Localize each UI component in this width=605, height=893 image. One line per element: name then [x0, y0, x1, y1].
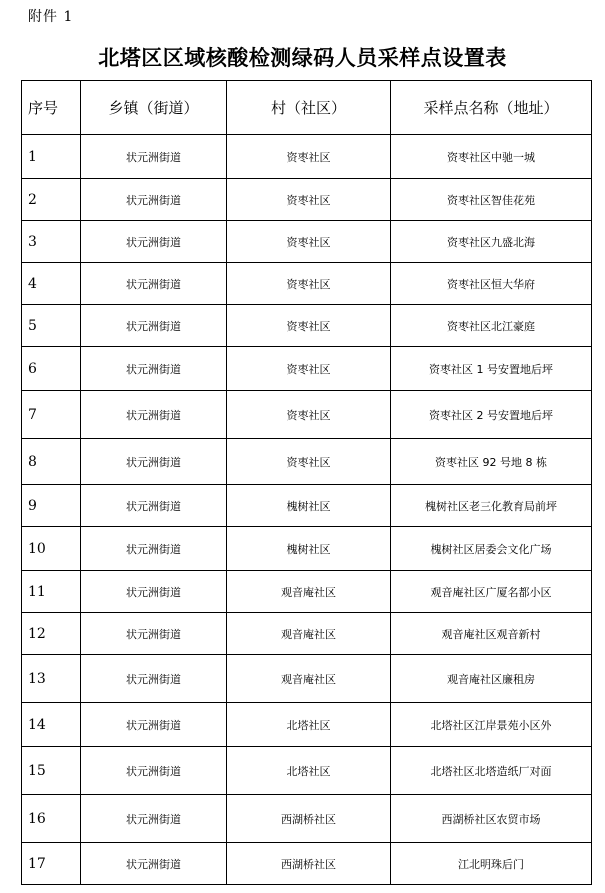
cell-town: 状元洲街道	[81, 179, 227, 221]
table-row	[22, 571, 592, 613]
cell-seq: 1	[22, 135, 81, 179]
cell-town: 状元洲街道	[81, 263, 227, 305]
cell-seq: 10	[22, 527, 81, 571]
cell-town: 状元洲街道	[81, 655, 227, 703]
cell-village: 资枣社区	[227, 263, 391, 305]
cell-site: 观音庵社区廉租房	[391, 655, 592, 703]
table-row	[22, 655, 592, 703]
cell-site: 资枣社区北江豪庭	[391, 305, 592, 347]
cell-village: 槐树社区	[227, 527, 391, 571]
cell-village: 资枣社区	[227, 221, 391, 263]
cell-town: 状元洲街道	[81, 795, 227, 843]
cell-village: 资枣社区	[227, 305, 391, 347]
header-town: 乡镇（街道）	[81, 81, 227, 135]
cell-seq: 12	[22, 613, 81, 655]
cell-site: 资枣社区 2 号安置地后坪	[391, 391, 592, 439]
cell-village: 西湖桥社区	[227, 795, 391, 843]
table-row	[22, 843, 592, 885]
cell-town: 状元洲街道	[81, 439, 227, 485]
table-row	[22, 613, 592, 655]
table-row	[22, 747, 592, 795]
cell-village: 资枣社区	[227, 439, 391, 485]
cell-seq: 11	[22, 571, 81, 613]
cell-town: 状元洲街道	[81, 347, 227, 391]
cell-seq: 5	[22, 305, 81, 347]
cell-seq: 8	[22, 439, 81, 485]
cell-site: 观音庵社区观音新村	[391, 613, 592, 655]
cell-site: 资枣社区恒大华府	[391, 263, 592, 305]
cell-town: 状元洲街道	[81, 221, 227, 263]
cell-village: 资枣社区	[227, 347, 391, 391]
cell-seq: 4	[22, 263, 81, 305]
cell-site: 北塔社区北塔造纸厂对面	[391, 747, 592, 795]
table-row	[22, 305, 592, 347]
cell-seq: 3	[22, 221, 81, 263]
cell-town: 状元洲街道	[81, 747, 227, 795]
cell-village: 北塔社区	[227, 703, 391, 747]
cell-village: 观音庵社区	[227, 613, 391, 655]
table-row	[22, 703, 592, 747]
cell-town: 状元洲街道	[81, 703, 227, 747]
cell-town: 状元洲街道	[81, 843, 227, 885]
cell-seq: 6	[22, 347, 81, 391]
cell-site: 资枣社区 92 号地 8 栋	[391, 439, 592, 485]
cell-town: 状元洲街道	[81, 485, 227, 527]
cell-village: 资枣社区	[227, 391, 391, 439]
table-header-row	[22, 81, 592, 135]
cell-seq: 2	[22, 179, 81, 221]
table-row	[22, 485, 592, 527]
cell-site: 资枣社区智佳花苑	[391, 179, 592, 221]
table-row	[22, 795, 592, 843]
cell-site: 槐树社区居委会文化广场	[391, 527, 592, 571]
header-village: 村（社区）	[227, 81, 391, 135]
cell-site: 观音庵社区广厦名都小区	[391, 571, 592, 613]
cell-town: 状元洲街道	[81, 305, 227, 347]
cell-seq: 13	[22, 655, 81, 703]
table-row	[22, 391, 592, 439]
header-site: 采样点名称（地址）	[391, 81, 592, 135]
cell-village: 资枣社区	[227, 179, 391, 221]
sampling-site-table	[21, 80, 592, 885]
cell-site: 西湖桥社区农贸市场	[391, 795, 592, 843]
cell-village: 槐树社区	[227, 485, 391, 527]
table-row	[22, 439, 592, 485]
cell-village: 西湖桥社区	[227, 843, 391, 885]
cell-seq: 17	[22, 843, 81, 885]
table-row	[22, 135, 592, 179]
cell-town: 状元洲街道	[81, 135, 227, 179]
cell-village: 北塔社区	[227, 747, 391, 795]
attachment-label: 附件 1	[28, 9, 74, 25]
table-row	[22, 263, 592, 305]
cell-seq: 7	[22, 391, 81, 439]
cell-town: 状元洲街道	[81, 613, 227, 655]
table-row	[22, 179, 592, 221]
table-row	[22, 221, 592, 263]
cell-village: 资枣社区	[227, 135, 391, 179]
cell-site: 资枣社区九盛北海	[391, 221, 592, 263]
cell-site: 槐树社区老三化教育局前坪	[391, 485, 592, 527]
cell-site: 北塔社区江岸景苑小区外	[391, 703, 592, 747]
header-seq: 序号	[22, 81, 81, 135]
cell-town: 状元洲街道	[81, 571, 227, 613]
cell-village: 观音庵社区	[227, 655, 391, 703]
cell-village: 观音庵社区	[227, 571, 391, 613]
cell-town: 状元洲街道	[81, 391, 227, 439]
cell-site: 资枣社区 1 号安置地后坪	[391, 347, 592, 391]
table-row	[22, 527, 592, 571]
table-row	[22, 347, 592, 391]
cell-seq: 14	[22, 703, 81, 747]
cell-site: 江北明珠后门	[391, 843, 592, 885]
cell-seq: 15	[22, 747, 81, 795]
document-title: 北塔区区域核酸检测绿码人员采样点设置表	[98, 45, 507, 70]
cell-seq: 9	[22, 485, 81, 527]
cell-seq: 16	[22, 795, 81, 843]
cell-town: 状元洲街道	[81, 527, 227, 571]
cell-site: 资枣社区中驰一城	[391, 135, 592, 179]
